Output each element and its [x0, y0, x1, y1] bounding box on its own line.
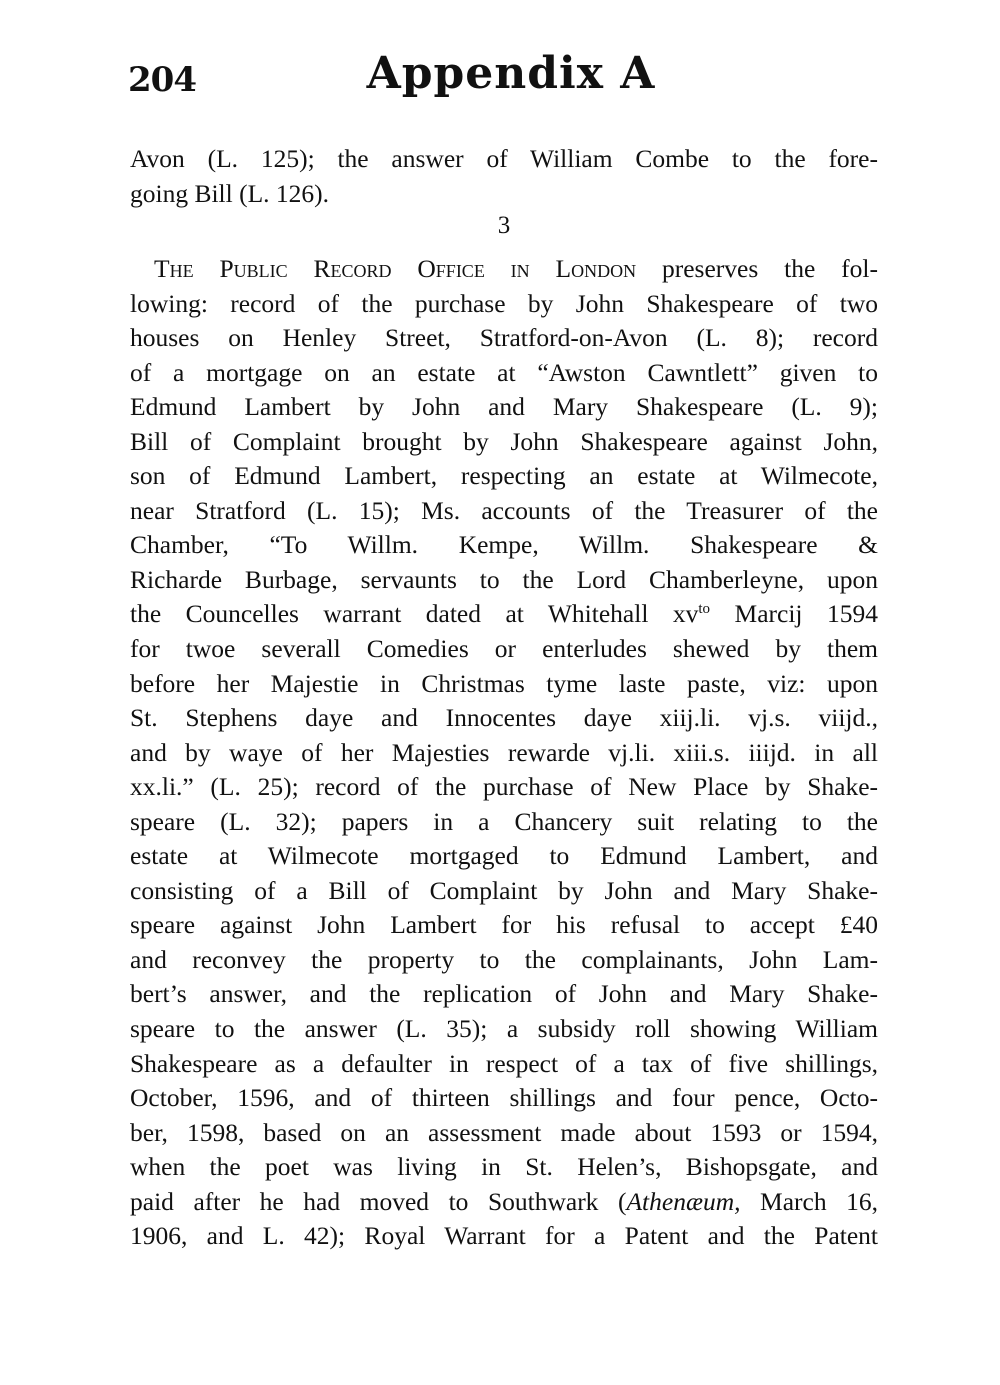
text-line: and reconvey the property to the complainants, John Lam- — [130, 944, 878, 974]
superscript-to: to — [698, 601, 711, 618]
page-number: 204 — [128, 60, 196, 100]
continuation-paragraph — [130, 142, 878, 211]
text-line: of a mortgage on an estate at “Awston Cawntlett” given to — [130, 357, 878, 387]
text-line — [130, 252, 878, 287]
text-line: October, 1596, and of thirteen shillings and four pence, Octo- — [130, 1083, 878, 1113]
section-paragraph — [130, 252, 878, 1254]
text-line: xx.li.” (L. 25); record of the purchase of New Place by Shake- — [130, 772, 878, 802]
xvto-after: Marcij 1594 — [710, 599, 878, 629]
text-line: estate at Wilmecote mortgaged to Edmund Lambert, and — [130, 841, 878, 871]
text-line: Shakespeare as a defaulter in respect of a tax of five shillings, — [130, 1048, 878, 1078]
running-head: Appendix A — [366, 48, 656, 99]
text-line: ber, 1598, based on an assessment made about 1593 or 1594, — [130, 1117, 878, 1147]
text-line: Richarde Burbage, servaunts to the Lord Chamberleyne, upon — [130, 564, 878, 594]
text-line: houses on Henley Street, Stratford-on-Avon (L. 8); record — [130, 323, 878, 353]
text-line: speare to the answer (L. 35); a subsidy roll showing William — [130, 1014, 878, 1044]
text-line: Avon (L. 125); the answer of William Combe to the fore- — [130, 144, 878, 173]
text-line: St. Stephens daye and Innocentes daye xiij.li. vj.s. viijd., — [130, 703, 878, 733]
text-line: bert’s answer, and the replication of John and Mary Shake- — [130, 979, 878, 1009]
text-line: before her Majestie in Christmas tyme laste paste, viz: upon — [130, 668, 878, 698]
text-line: for twoe severall Comedies or enterludes shewed by them — [130, 634, 878, 664]
text-line: Edmund Lambert by John and Mary Shakespeare (L. 9); — [130, 392, 878, 422]
text-line: Bill of Complaint brought by John Shakespeare against John, — [130, 426, 878, 456]
text-line: lowing: record of the purchase by John Shakespeare of two — [130, 288, 878, 318]
lead-small-caps: The Public Record Office in London — [154, 254, 637, 283]
athenaeum-italic: Athenæum, — [626, 1186, 741, 1216]
text-line: consisting of a Bill of Complaint by John and Mary Shake- — [130, 875, 878, 905]
text-line — [130, 597, 878, 632]
text-line — [130, 1185, 878, 1220]
lead-rest: preserves the fol- — [636, 254, 878, 283]
text-line: speare against John Lambert for his refusal to accept £40 — [130, 910, 878, 940]
text-line: and by waye of her Majesties rewarde vj.li. xiii.s. iiijd. in all — [130, 737, 878, 767]
section-number: 3 — [497, 212, 511, 239]
text-line: when the poet was living in St. Helen’s, Bishopsgate, and — [130, 1152, 878, 1182]
athenaeum-after: March 16, — [740, 1186, 878, 1216]
text-line: Chamber, “To Willm. Kempe, Willm. Shakespeare & — [130, 530, 878, 560]
athenaeum-before: paid after he had moved to Southwark ( — [130, 1186, 627, 1216]
xvto-before: the Councelles warrant dated at Whitehall xv — [130, 599, 699, 629]
text-line: speare (L. 32); papers in a Chancery suit relating to the — [130, 806, 878, 836]
text-line: son of Edmund Lambert, respecting an estate at Wilmecote, — [130, 461, 878, 491]
text-line: going Bill (L. 126). — [130, 178, 330, 208]
text-line: 1906, and L. 42); Royal Warrant for a Patent and the Patent — [130, 1221, 878, 1251]
text-line: near Stratford (L. 15); Ms. accounts of the Treasurer of the — [130, 495, 878, 525]
